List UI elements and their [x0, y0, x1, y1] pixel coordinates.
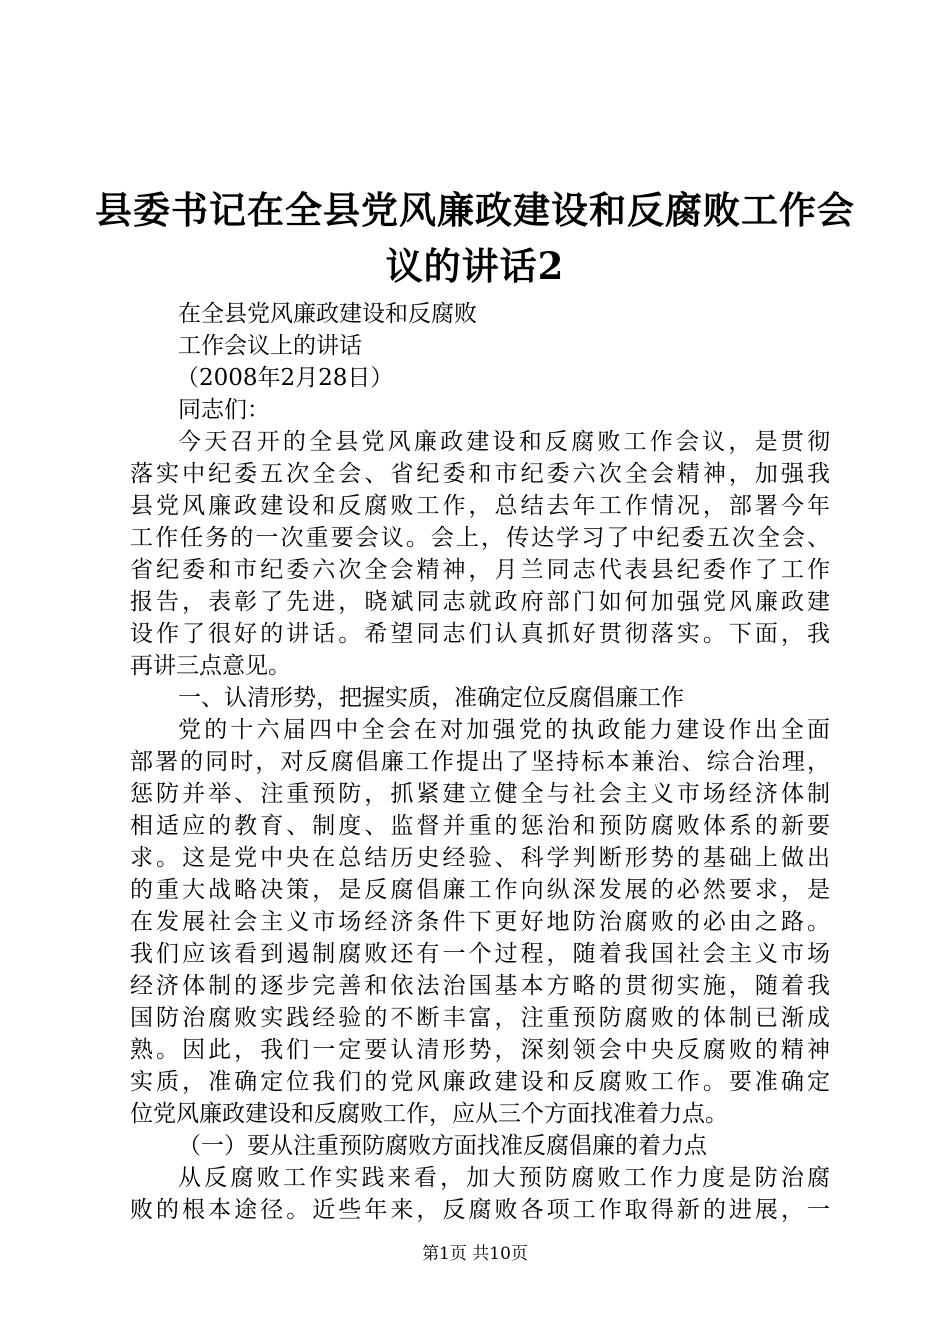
paragraph-line: 落实中纪委五次全会、省纪委和市纪委六次全会精神，加强我 — [130, 461, 830, 487]
paragraph-line: 报告，表彰了先进，晓斌同志就政府部门如何加强党风廉政建 — [130, 589, 830, 615]
document-title-line-1: 县委书记在全县党风廉政建设和反腐败工作会 — [95, 188, 855, 232]
page-footer — [0, 1244, 950, 1264]
paragraph-line: 国防治腐败实践经验的不断丰富，注重预防腐败的体制已渐成 — [130, 1005, 830, 1031]
salutation: 同志们： — [178, 397, 270, 423]
paragraph-line: 相适应的教育、制度、监督并重的惩治和预防腐败体系的新要 — [130, 813, 830, 839]
paragraph-line: 我们应该看到遏制腐败还有一个过程，随着我国社会主义市场 — [130, 941, 830, 967]
paragraph-line: 县党风廉政建设和反腐败工作，总结去年工作情况，部署今年 — [130, 493, 830, 519]
paragraph-line: 实质，准确定位我们的党风廉政建设和反腐败工作。要准确定 — [130, 1069, 830, 1095]
paragraph-line: 省纪委和市纪委六次全会精神，月兰同志代表县纪委作了工作 — [130, 557, 830, 583]
document-title-line-2: 议的讲话2 — [385, 244, 565, 288]
paragraph-line: 败的根本途径。近些年来，反腐败各项工作取得新的进展，一 — [130, 1197, 830, 1223]
paragraph-line: 部署的同时，对反腐倡廉工作提出了坚持标本兼治、综合治理， — [130, 749, 830, 775]
paragraph-line: 求。这是党中央在总结历史经验、科学判断形势的基础上做出 — [130, 845, 830, 871]
paragraph-line: 工作任务的一次重要会议。会上，传达学习了中纪委五次全会、 — [130, 525, 830, 551]
paragraph-line: 熟。因此，我们一定要认清形势，深刻领会中央反腐败的精神 — [130, 1037, 830, 1063]
page-number: 第1页 — [422, 1244, 467, 1264]
paragraph-line: 设作了很好的讲话。希望同志们认真抓好贯彻落实。下面，我 — [130, 621, 830, 647]
paragraph-line: 惩防并举、注重预防，抓紧建立健全与社会主义市场经济体制 — [130, 781, 830, 807]
speech-heading-line-2: 工作会议上的讲话 — [178, 333, 362, 359]
paragraph-line: 再讲三点意见。 — [130, 653, 291, 679]
subsection-heading: （一）要从注重预防腐败方面找准反腐倡廉的着力点 — [178, 1133, 707, 1159]
speech-heading-line-1: 在全县党风廉政建设和反腐败 — [178, 301, 477, 327]
paragraph-line: 经济体制的逐步完善和依法治国基本方略的贯彻实施，随着我 — [130, 973, 830, 999]
section-heading: 一、认清形势，把握实质，准确定位反腐倡廉工作 — [178, 685, 684, 711]
document-body — [130, 298, 830, 1226]
paragraph-line: 党的十六届四中全会在对加强党的执政能力建设作出全面 — [178, 717, 830, 743]
paragraph-line: 今天召开的全县党风廉政建设和反腐败工作会议，是贯彻 — [178, 429, 830, 455]
paragraph-line: 位党风廉政建设和反腐败工作，应从三个方面找准着力点。 — [130, 1101, 728, 1127]
paragraph-line: 的重大战略决策，是反腐倡廉工作向纵深发展的必然要求，是 — [130, 877, 830, 903]
page-total: 共10页 — [472, 1244, 528, 1264]
paragraph-line: 在发展社会主义市场经济条件下更好地防治腐败的必由之路。 — [130, 909, 830, 935]
paragraph-line: 从反腐败工作实践来看，加大预防腐败工作力度是防治腐 — [178, 1165, 830, 1191]
speech-date: （2008年2月28日） — [176, 365, 394, 391]
